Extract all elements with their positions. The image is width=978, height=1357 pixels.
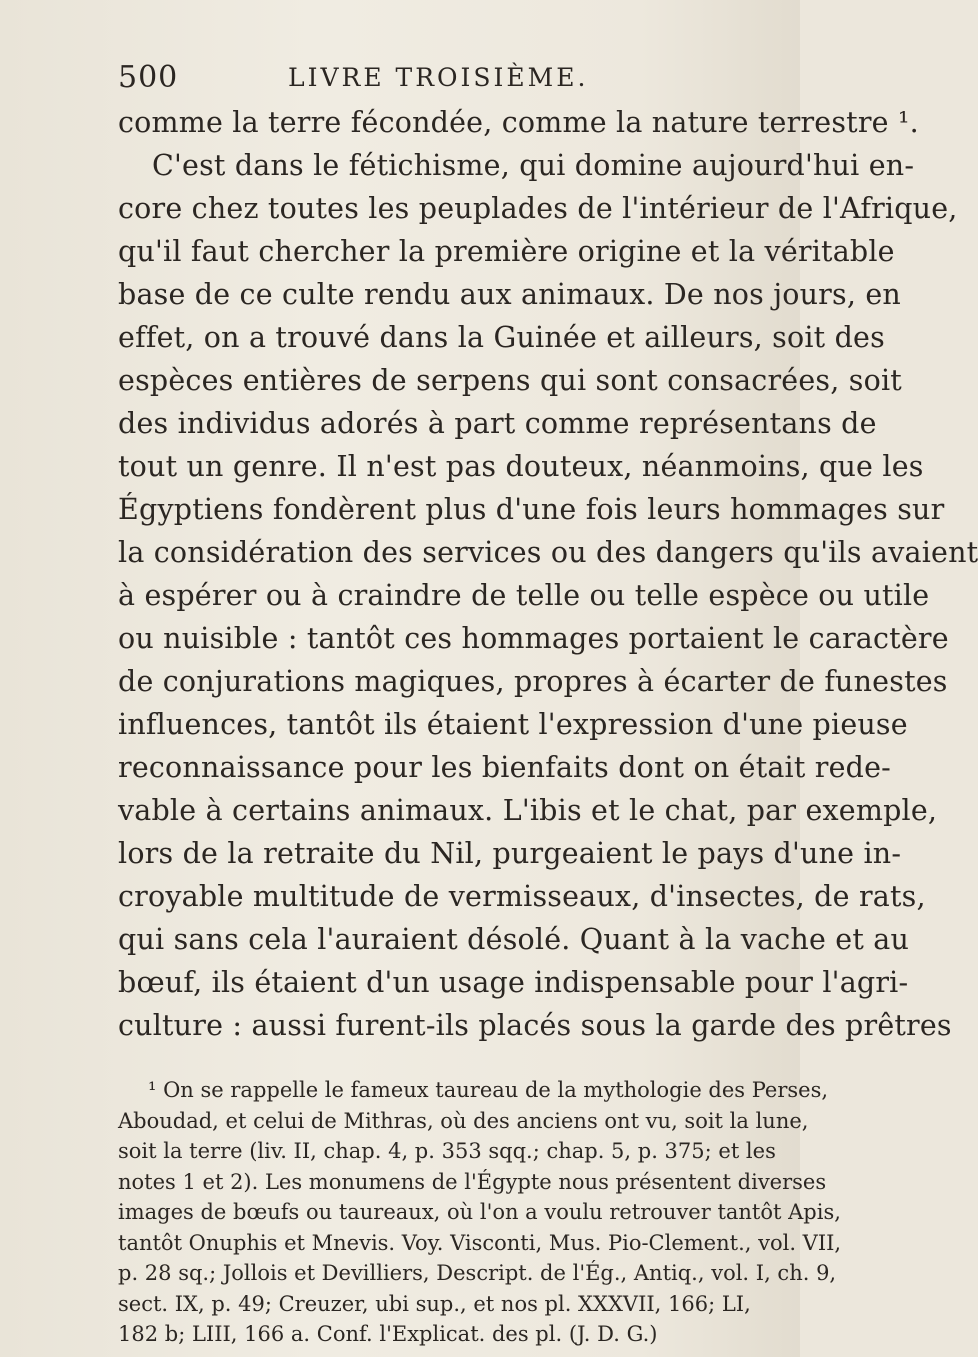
text-line: Égyptiens fondèrent plus d'une fois leurs hommages sur [118,493,945,526]
text-line: lors de la retraite du Nil, purgeaient le pays d'une in- [118,837,902,870]
footnote-line: images de bœufs ou taureaux, où l'on a voulu retrouver tantôt Apis, [118,1200,841,1224]
footnote-line: notes 1 et 2). Les monumens de l'Égypte nous présentent diverses [118,1169,827,1194]
running-head: LIVRE TROISIÈME. [288,63,589,92]
text-line: qui sans cela l'auraient désolé. Quant à la vache et au [118,923,910,956]
text-line: qu'il faut chercher la première origine et la véritable [118,235,895,268]
text-line: bœuf, ils étaient d'un usage indispensable pour l'agri- [118,966,909,999]
text-line: reconnaissance pour les bienfaits dont on était rede- [118,751,892,784]
text-line: des individus adorés à part comme représentans de [118,407,877,440]
text-line: culture : aussi furent-ils placés sous la garde des prêtres [118,1009,952,1042]
footnote-line: soit la terre (liv. II, chap. 4, p. 353 sqq.; chap. 5, p. 375; et les [118,1139,776,1163]
text-line: C'est dans le fétichisme, qui domine aujourd'hui en- [152,149,915,182]
text-line: influences, tantôt ils étaient l'expression d'une pieuse [118,708,908,741]
text-line: vable à certains animaux. L'ibis et le chat, par exemple, [118,794,938,827]
page-number: 500 [118,60,179,95]
text-line: de conjurations magiques, propres à écarter de funestes [118,665,948,698]
text-line: base de ce culte rendu aux animaux. De nos jours, en [118,278,901,311]
text-line: la considération des services ou des dangers qu'ils avaient [118,536,978,569]
text-line: croyable multitude de vermisseaux, d'insectes, de rats, [118,880,926,913]
text-line: espèces entières de serpens qui sont consacrées, soit [118,364,902,397]
text-line: à espérer ou à craindre de telle ou telle espèce ou utile [118,579,930,612]
text-line: effet, on a trouvé dans la Guinée et ailleurs, soit des [118,321,885,354]
page-header [118,60,758,100]
footnote-line: sect. IX, p. 49; Creuzer, ubi sup., et nos pl. XXXVII, 166; LI, [118,1291,751,1316]
footnote-line: 182 b; LIII, 166 a. Conf. l'Explicat. des pl. (J. D. G.) [118,1322,658,1346]
text-line: ou nuisible : tantôt ces hommages portaient le caractère [118,622,949,655]
footnote-line: Aboudad, et celui de Mithras, où des anciens ont vu, soit la lune, [118,1108,809,1133]
footnote-line: ¹ On se rappelle le fameux taureau de la mythologie des Perses, [148,1078,829,1102]
text-line: core chez toutes les peuplades de l'intérieur de l'Afrique, [118,192,958,225]
footnote-line: tantôt Onuphis et Mnevis. Voy. Visconti, Mus. Pio-Clement., vol. VII, [118,1230,842,1255]
footnote-line: p. 28 sq.; Jollois et Devilliers, Descript. de l'Ég., Antiq., vol. I, ch. 9, [118,1261,837,1285]
text-line: tout un genre. Il n'est pas douteux, néanmoins, que les [118,450,924,483]
text-line: comme la terre fécondée, comme la nature terrestre ¹. [118,106,919,139]
